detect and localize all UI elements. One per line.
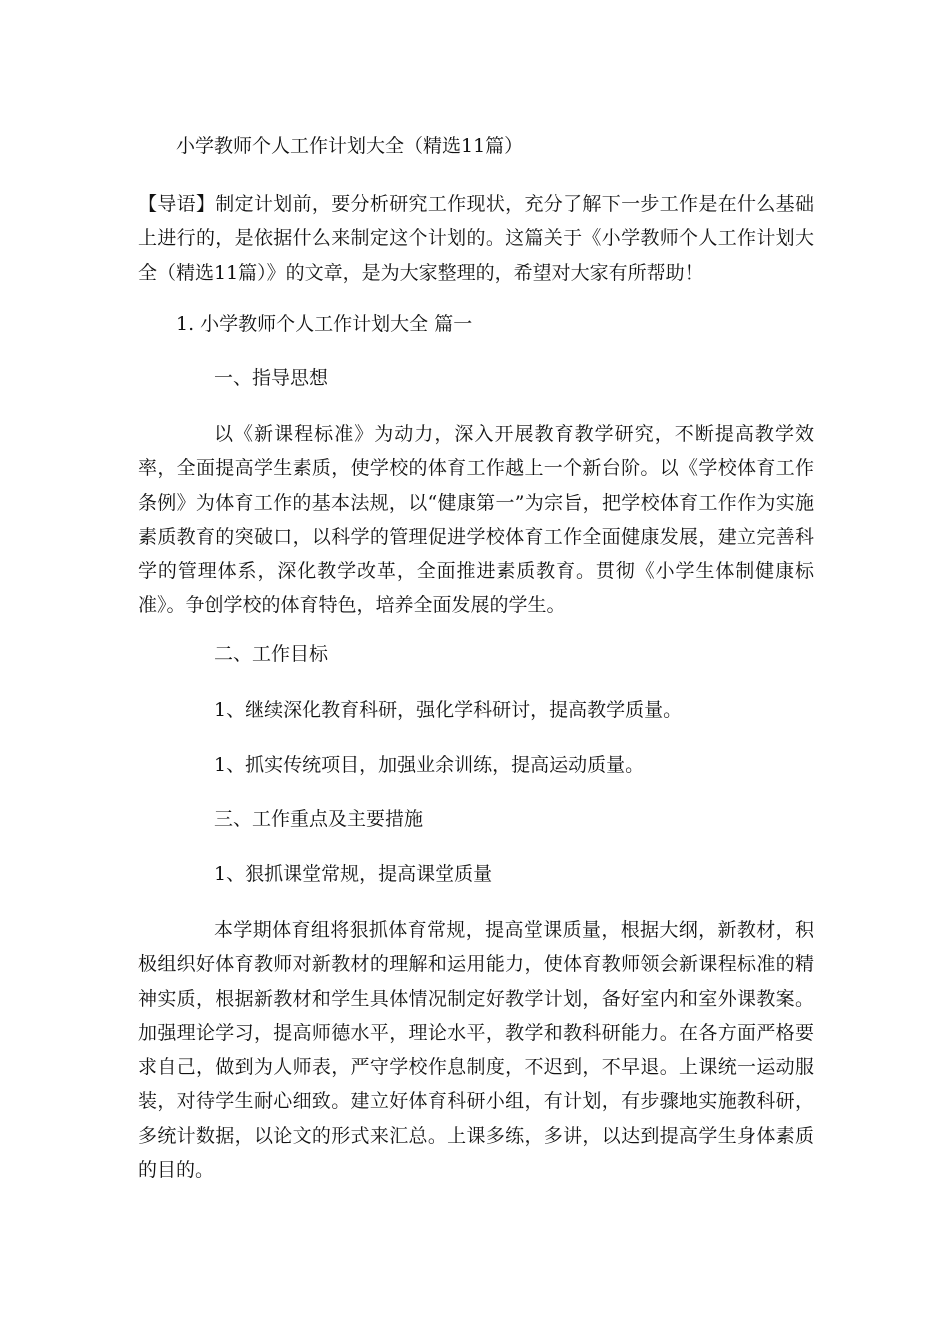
measure-item: 1、狠抓课堂常规，提高课堂质量	[214, 863, 493, 885]
measure-paragraph: 本学期体育组将狠抓体育常规，提高堂课质量，根据大纲，新教材，积极组织好体育教师对新教材的理解和运用能力，使体育教师领会新课程标准的精神实质，根据新教材和学生具体情况制定好教学计划，备好室内和室外课教案。加强理论学习，提高师德水平，理论水平，教学和教科研能力。在各方面严格要求自己，做到为人师表，严守学校作息制度，不迟到，不早退。上课统一运动服装，对待学生耐心细致。建立好体育科研小组，有计划，有步骤地实施教科研，多统计数据，以论文的形式来汇总。上课多练，多讲，以达到提高学生身体素质的目的。	[138, 919, 814, 1182]
document-title: 小学教师个人工作计划大全（精选11篇）	[176, 135, 524, 157]
section-heading: 1. 小学教师个人工作计划大全 篇一	[176, 313, 473, 335]
heading-work-goals: 二、工作目标	[214, 643, 329, 665]
heading-key-measures: 三、工作重点及主要措施	[214, 808, 424, 830]
intro-paragraph: 【导语】制定计划前，要分析研究工作现状，充分了解下一步工作是在什么基础上进行的，是依据什么来制定这个计划的。这篇关于《小学教师个人工作计划大全（精选11篇）》的文章，是为大家整理的，希望对大家有所帮助！	[138, 193, 814, 284]
work-goal-item: 1、抓实传统项目，加强业余训练，提高运动质量。	[214, 754, 645, 776]
work-goal-item: 1、继续深化教育科研，强化学科研讨，提高教学质量。	[214, 699, 683, 721]
guiding-ideology-paragraph: 以《新课程标准》为动力，深入开展教育教学研究，不断提高教学效率，全面提高学生素质，使学校的体育工作越上一个新台阶。以《学校体育工作条例》为体育工作的基本法规，以“健康第一”为宗旨，把学校体育工作作为实施素质教育的突破口，以科学的管理促进学校体育工作全面健康发展，建立完善科学的管理体系，深化教学改革，全面推进素质教育。贯彻《小学生体制健康标准》。争创学校的体育特色，培养全面发展的学生。	[138, 423, 814, 617]
heading-guiding-ideology: 一、指导思想	[214, 367, 329, 389]
